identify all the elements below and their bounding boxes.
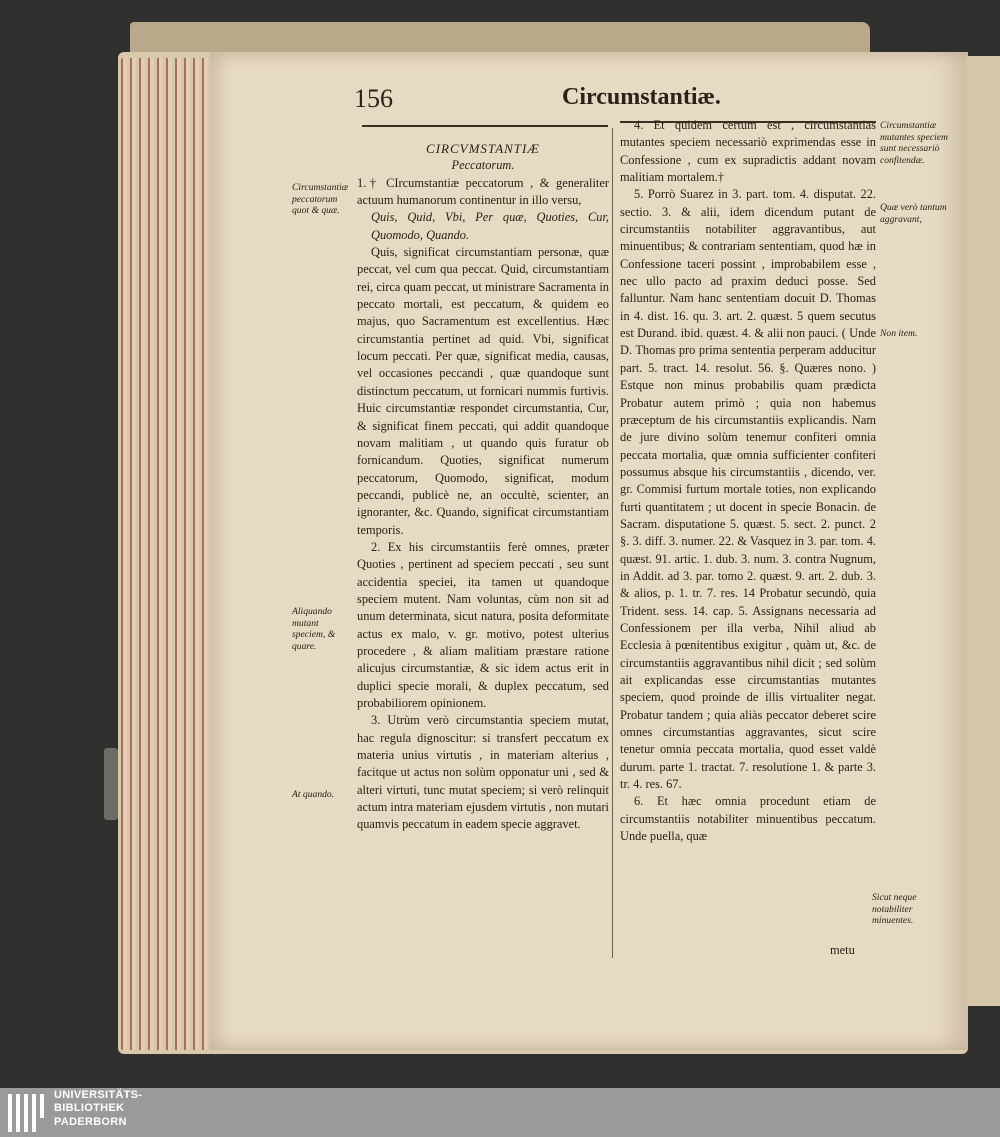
margin-note: At quando. [292, 789, 335, 800]
paragraph: 5. Porrò Suarez in 3. part. tom. 4. disputat. 22. sectio. 3. & alii, idem dicendum putant de circumstantiis notabiliter aggravantibus, aut minuentibus; & contrariam sententiam, quod hæ in Confessione taceri possint , improbabilem esse , nec ullo pacto ad praxim deduci posse. Sed falluntur. Nam hanc sententiam docuit D. Thomas in 4. dist. 16. qu. 3. art. 2. quæst. 5 quem secutus est Durand. ibid. quæst. 4. & alii non pauci. ( Unde D. Thomas pro prima sententia perperam adducitur part. 5. tract. 14. resolut. 56. §. Quæres nono. ) Estque non minus probabilis quam prædicta Probatur autem primò ; quia non habemus præceptum de his circumstantiis explicandis. Nam de jure divino solùm tenemur confiteri omnia peccata mortalia, quæ omnia sufficienter confiteri possumus absque his circumstantiis , dicendo, ver. gr. Commisi furtum mortale toties, non explicando furti quantitatem ; ut docent in specie Bonacin. de Sacram. disputatione 5. quæst. 5. sect. 2. punct. 2 §. 3. diff. 3. numer. 22. & Vasquez in 3. par. tom. 4. quæst. 91. artic. 1. dub. 3. num. 3. contra Nugnum, in Addit. ad 3. par. tomo 2. quæst. 9. art. 2. dub. 3. & alios, p. 1. tr. 7. res. 14 Probatur secundò, quia Trident. sess. 14. cap. 5. Assignans necessaria ad Confessionem per illa verba, Nihil aliud ab Ecclesia à pœnitentibus exigitur , quàm ut, &c. de circumstantiis aggravantibus nihil dicit ; sed solùm ait explicandas esse circumstantias mutantes speciem, quod proinde de illis virtualiter negat. Probatur tandem ; quia aliàs peccator deberet scire omnes circumstantias aggravantes, sicut scire tenetur omnia peccata mortalia, quod esset valdè durum. parte 1. tractat. 7. resolutione 1. & parte 3. tr. 4. res. 67. [620, 187, 876, 792]
running-head: Circumstantiæ. [562, 84, 721, 110]
left-column [357, 140, 609, 834]
library-name [54, 1089, 142, 1129]
library-logo-icon [8, 1094, 46, 1132]
library-line: UNIVERSITÄTS- [54, 1089, 143, 1101]
page-fore-edge [118, 58, 214, 1050]
clasp-icon [104, 748, 118, 820]
paragraph: 2. Ex his circumstantiis ferè omnes, præter Quoties , pertinent ad speciem peccati , seu sunt accidentia speciei, ita tamen ut quandoque speciem mutent. Nam voluntas, cùm non sit ad unum determinata, sicut natura, posita deformitate actus ex malo, v. gr. motivo, potest ulterius procedere , & aliam malitiam præstare ratione alicujus circumstantiæ, & sic idem actus erit in duplici specie morali, & duplex peccatum, sed probabiliorem opinionem. [357, 539, 609, 710]
margin-note: Non item. [880, 328, 918, 339]
margin-note: Aliquando mutant speciem, & quare. [292, 606, 336, 652]
paragraph: 1.† CIrcumstantiæ peccatorum , & generaliter actuum humanorum continentur in illo versu, [357, 175, 609, 208]
library-line: PADERBORN [54, 1115, 127, 1128]
facing-page-edge [966, 56, 1000, 1006]
paragraph: Quis, significat circumstantiam personæ, quæ peccat, vel cum qua peccat. Quid, circumstantiam rei, circa quam peccat, ut ministrare Sacramenta in peccato mortali, est peccatum, & quidem eo majus, quo Sacramentum est excellentius. Hæc circumstantia pertinet ad quid. Vbi, significat locum peccati. Per quæ, significat media, causas, vel occasiones peccandi , quæ quandoque sunt distinctum peccatum, ut fornicari nummis furtivis. Huic circumstantiæ respondet circumstantia, Cur, & significat finem peccati, qui addit quandoque novam malitiam , ut quando quis furatur ob fornicandum. Quoties, significat numerum peccatorum, Quomodo, significat, modum peccandi, publicè ne, an occultè, scienter, an ignoranter, &c. Quando, significat circumstantiam temporis. [357, 245, 609, 537]
section-title: CIRCVMSTANTIÆ [426, 141, 540, 156]
margin-note: Quæ verò tantum aggravant, [880, 202, 947, 225]
margin-note: Circumstantiæ mutantes speciem sunt necessariò confitendæ. [880, 120, 948, 166]
margin-note: Circumstantiæ peccatorum quot & quæ. [292, 182, 349, 216]
paragraph: 3. Utrùm verò circumstantia speciem mutat, hac regula dignoscitur: si transfert peccatum ex materia unius virtutis , in materiam alterius , facitque ut actus non solùm opponatur uni , sed & alteri virtuti, tunc mutat speciem; si verò relinquit actum intra materiam ejusdem virtutis , non mutari quamvis peccatum in eadem specie aggravet. [357, 713, 609, 832]
paragraph: Quis, Quid, Vbi, Per quæ, Quoties, Cur, Quomodo, Quando. [371, 210, 609, 242]
column-divider [612, 128, 613, 958]
library-line: BIBLIOTHEK [54, 1102, 125, 1115]
library-footer [0, 1088, 1000, 1137]
margin-note: Sicut neque notabiliter minuentes. [872, 892, 917, 926]
right-column [620, 117, 876, 845]
header-rule-left [362, 125, 608, 127]
catchword: metu [830, 943, 855, 957]
page-header [354, 84, 854, 116]
paragraph: 4. Et quidem certum est , circumstantias mutantes speciem necessariò exprimendas esse in Confessione , cum ex supradictis addant novam malitiam mortalem.† [620, 118, 876, 185]
page-number: 156 [354, 84, 393, 113]
paragraph: 6. Et hæc omnia procedunt etiam de circumstantiis notabiliter minuentibus peccatum. Unde puella, quæ [620, 794, 876, 844]
section-subtitle: Peccatorum. [451, 158, 515, 173]
